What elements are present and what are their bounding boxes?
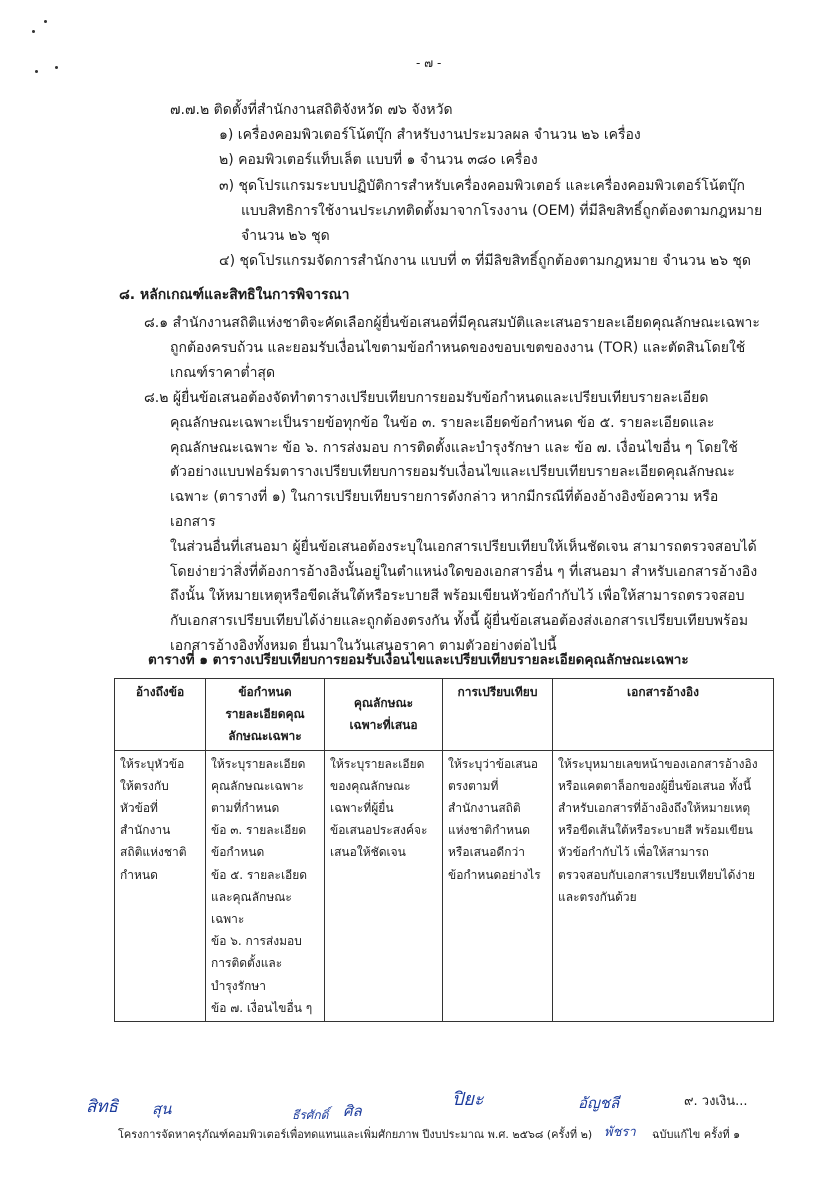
cell-line: หรือแคตตาล็อกของผู้ยื่นข้อเสนอ ทั้งนี้ xyxy=(558,778,752,793)
cell-line: คุณลักษณะเฉพาะ xyxy=(211,778,304,793)
cell-line: แห่งชาติกำหนด xyxy=(448,823,531,838)
cell-line: ข้อกำหนดอย่างไร xyxy=(448,867,541,882)
table-cell xyxy=(206,750,325,1021)
section-772-item: ๑) เครื่องคอมพิวเตอร์โน้ตบุ๊ก สำหรับงานประมวลผล จำนวน ๒๖ เครื่อง xyxy=(219,127,641,143)
header-reference-doc xyxy=(553,679,774,751)
paragraph-line: โดยง่ายว่าสิ่งที่ต้องการอ้างอิงนั้นอยู่ในตำแหน่งใดของเอกสารอื่น ๆ ที่เสนอมา สำหรับเอกสารอ้างอิง xyxy=(170,563,758,580)
paragraph-line: เกณฑ์ราคาต่ำสุด xyxy=(170,364,276,381)
paragraph-line: กับเอกสารเปรียบเทียบได้ง่ายและถูกต้องตรงกัน ทั้งนี้ ผู้ยื่นข้อเสนอต้องส่งเอกสารเปรียบเทียบพร้อม xyxy=(170,613,749,630)
cell-line: เสนอให้ชัดเจน xyxy=(330,845,406,860)
cell-line: ข้อ ๖. การส่งมอบ xyxy=(211,934,302,949)
cell-line: เฉพาะที่ผู้ยื่น xyxy=(330,801,394,816)
signature: อัญชลี xyxy=(578,1094,620,1112)
cell-line: เฉพาะ xyxy=(211,912,245,927)
cell-line: ข้อ ๓. รายละเอียด xyxy=(211,823,307,838)
cell-line: คุณลักษณะ xyxy=(353,696,414,711)
cell-line: ให้ระบุรายละเอียด xyxy=(330,756,425,771)
cell-line: ให้ระบุหัวข้อ xyxy=(120,756,185,771)
cell-line: การเปรียบเทียบ xyxy=(457,685,538,699)
table-row xyxy=(115,750,774,1021)
paragraph-line: ถึงนั้น ให้หมายเหตุหรือขีดเส้นใต้หรือระบายสี พร้อมเขียนหัวข้อกำกับไว้ เพื่อให้สามารถตรวจสอบ xyxy=(170,588,745,605)
cell-line: สำนักงาน xyxy=(120,823,171,838)
table-cell xyxy=(443,750,553,1021)
cell-line: ข้อกำหนด xyxy=(238,685,292,699)
signature: ปิยะ xyxy=(452,1089,484,1110)
cell-line: การติดตั้งและ xyxy=(211,956,283,971)
cell-line: และคุณลักษณะ xyxy=(211,889,292,904)
comparison-table xyxy=(114,678,774,1022)
header-reference-clause xyxy=(115,679,206,751)
paragraph-line: คุณลักษณะเฉพาะเป็นรายข้อทุกข้อ ในข้อ ๓. รายละเอียดข้อกำหนด ข้อ ๕. รายละเอียดและ xyxy=(170,414,715,431)
signature: ธีรศักดิ์ xyxy=(292,1108,329,1122)
section-8-heading: ๘. หลักเกณฑ์และสิทธิในการพิจารณา xyxy=(119,287,350,303)
cell-line: ข้อ ๕. รายละเอียด xyxy=(211,867,308,882)
cell-line: เอกสารอ้างอิง xyxy=(627,685,699,699)
cell-line: เฉพาะที่เสนอ xyxy=(349,718,418,733)
cell-line: ตรงตามที่ xyxy=(448,778,499,793)
signature: พัชรา xyxy=(604,1125,636,1140)
table-header-row xyxy=(115,679,774,751)
section-772-item: ๔) ชุดโปรแกรมจัดการสำนักงาน แบบที่ ๓ ที่มีลิขสิทธิ์ถูกต้องตามกฎหมาย จำนวน ๒๖ ชุด xyxy=(219,253,752,269)
paragraph-line: ตัวอย่างแบบฟอร์มตารางเปรียบเทียบการยอมรับเงื่อนไขและเปรียบเทียบรายละเอียดคุณลักษณะ xyxy=(170,464,735,481)
cell-line: ลักษณะเฉพาะ xyxy=(228,729,302,744)
scan-speck xyxy=(35,70,38,73)
signature: สิทธิ xyxy=(86,1097,118,1117)
paragraph-line: เอกสารอ้างอิงทั้งหมด ยื่นมาในวันเสนอราคา ตามตัวอย่างต่อไปนี้ xyxy=(170,637,557,654)
section-772-item: แบบสิทธิการใช้งานประเภทติดตั้งมาจากโรงงาน (OEM) ที่มีลิขสิทธิ์ถูกต้องตามกฎหมาย xyxy=(241,203,763,219)
table-cell xyxy=(325,750,443,1021)
footer-project-name: โครงการจัดหาครุภัณฑ์คอมพิวเตอร์เพื่อทดแทนและเพิ่มศักยภาพ ปีงบประมาณ พ.ศ. ๒๕๖๘ (ครั้งที่ ๒) xyxy=(118,1128,593,1141)
cell-line: ให้ตรงกับ xyxy=(120,778,169,793)
cell-line: ข้อ ๗. เงื่อนไขอื่น ๆ xyxy=(211,1000,313,1015)
cell-line: บำรุงรักษา xyxy=(211,978,267,993)
table-cell xyxy=(115,750,206,1021)
scan-speck xyxy=(44,20,47,23)
cell-line: อ้างถึงข้อ xyxy=(135,685,185,699)
scan-speck xyxy=(32,30,35,33)
header-requirement xyxy=(206,679,325,751)
section-772-item: ๓) ชุดโปรแกรมระบบปฏิบัติการสำหรับเครื่องคอมพิวเตอร์ และเครื่องคอมพิวเตอร์โน้ตบุ๊ก xyxy=(219,178,745,194)
cell-line: หัวข้อที่ xyxy=(120,801,158,816)
cell-line: หรือเสนอดีกว่า xyxy=(448,845,525,860)
header-offered-spec xyxy=(325,679,443,751)
cell-line: สถิติแห่งชาติ xyxy=(120,845,187,860)
paragraph-line: คุณลักษณะเฉพาะ ข้อ ๖. การส่งมอบ การติดตั้งและบำรุงรักษา และ ข้อ ๗. เงื่อนไขอื่น ๆ โดยใช้ xyxy=(170,439,738,456)
paragraph-line: ในส่วนอื่นที่เสนอมา ผู้ยื่นข้อเสนอต้องระบุในเอกสารเปรียบเทียบให้เห็นชัดเจน สามารถตรวจสอบได้ xyxy=(170,538,757,555)
signature: ศิล xyxy=(343,1102,362,1120)
paragraph-line: เฉพาะ (ตารางที่ ๑) ในการเปรียบเทียบรายการดังกล่าว หากมีกรณีที่ต้องอ้างอิงข้อความ หรือเอกสาร xyxy=(170,489,719,530)
page-number: - ๗ - xyxy=(416,56,442,70)
footer-revision: ฉบับแก้ไข ครั้งที่ ๑ xyxy=(652,1128,741,1141)
scan-speck xyxy=(55,66,58,69)
continued-next-section: ๙. วงเงิน... xyxy=(684,1094,748,1109)
paragraph-line: ถูกต้องครบถ้วน และยอมรับเงื่อนไขตามข้อกำหนดของขอบเขตของงาน (TOR) และตัดสินโดยใช้ xyxy=(170,339,746,356)
cell-line: ของคุณลักษณะ xyxy=(330,778,411,793)
paragraph-line: ๘.๒ ผู้ยื่นข้อเสนอต้องจัดทำตารางเปรียบเทียบการยอมรับข้อกำหนดและเปรียบเทียบรายละเอียด xyxy=(144,390,709,406)
cell-line: ตามที่กำหนด xyxy=(211,801,280,816)
cell-line: รายละเอียดคุณ xyxy=(225,707,305,722)
cell-line: หัวข้อกำกับไว้ เพื่อให้สามารถ xyxy=(558,845,709,860)
cell-line: สำหรับเอกสารที่อ้างอิงถึงให้หมายเหตุ xyxy=(558,801,751,816)
table-caption: ตารางที่ ๑ ตารางเปรียบเทียบการยอมรับเงื่อนไขและเปรียบเทียบรายละเอียดคุณลักษณะเฉพาะ xyxy=(148,652,689,668)
cell-line: ให้ระบุว่าข้อเสนอ xyxy=(448,756,538,771)
cell-line: ให้ระบุรายละเอียด xyxy=(211,756,306,771)
cell-line: และตรงกันด้วย xyxy=(558,889,637,904)
table-cell xyxy=(553,750,774,1021)
cell-line: ข้อเสนอประสงค์จะ xyxy=(330,823,428,838)
section-772-heading: ๗.๗.๒ ติดตั้งที่สำนักงานสถิติจังหวัด ๗๖ จังหวัด xyxy=(170,102,453,118)
cell-line: ให้ระบุหมายเลขหน้าของเอกสารอ้างอิง xyxy=(558,756,758,771)
cell-line: ข้อกำหนด xyxy=(211,845,265,860)
cell-line: ตรวจสอบกับเอกสารเปรียบเทียบได้ง่าย xyxy=(558,867,756,882)
section-772-item: จำนวน ๒๖ ชุด xyxy=(241,228,330,244)
section-772-item: ๒) คอมพิวเตอร์แท็บเล็ต แบบที่ ๑ จำนวน ๓๘๐ เครื่อง xyxy=(219,152,538,168)
paragraph-line: ๘.๑ สำนักงานสถิติแห่งชาติจะคัดเลือกผู้ยื่นข้อเสนอที่มีคุณสมบัติและเสนอรายละเอียดคุณลักษณะเฉพาะ xyxy=(144,315,760,331)
section-82-paragraph xyxy=(144,386,760,659)
cell-line: หรือขีดเส้นใต้หรือระบายสี พร้อมเขียน xyxy=(558,823,753,838)
cell-line: สำนักงานสถิติ xyxy=(448,801,521,816)
signature: สุน xyxy=(152,1100,172,1118)
section-81-paragraph xyxy=(144,311,760,385)
cell-line: กำหนด xyxy=(120,867,158,882)
header-comparison xyxy=(443,679,553,751)
